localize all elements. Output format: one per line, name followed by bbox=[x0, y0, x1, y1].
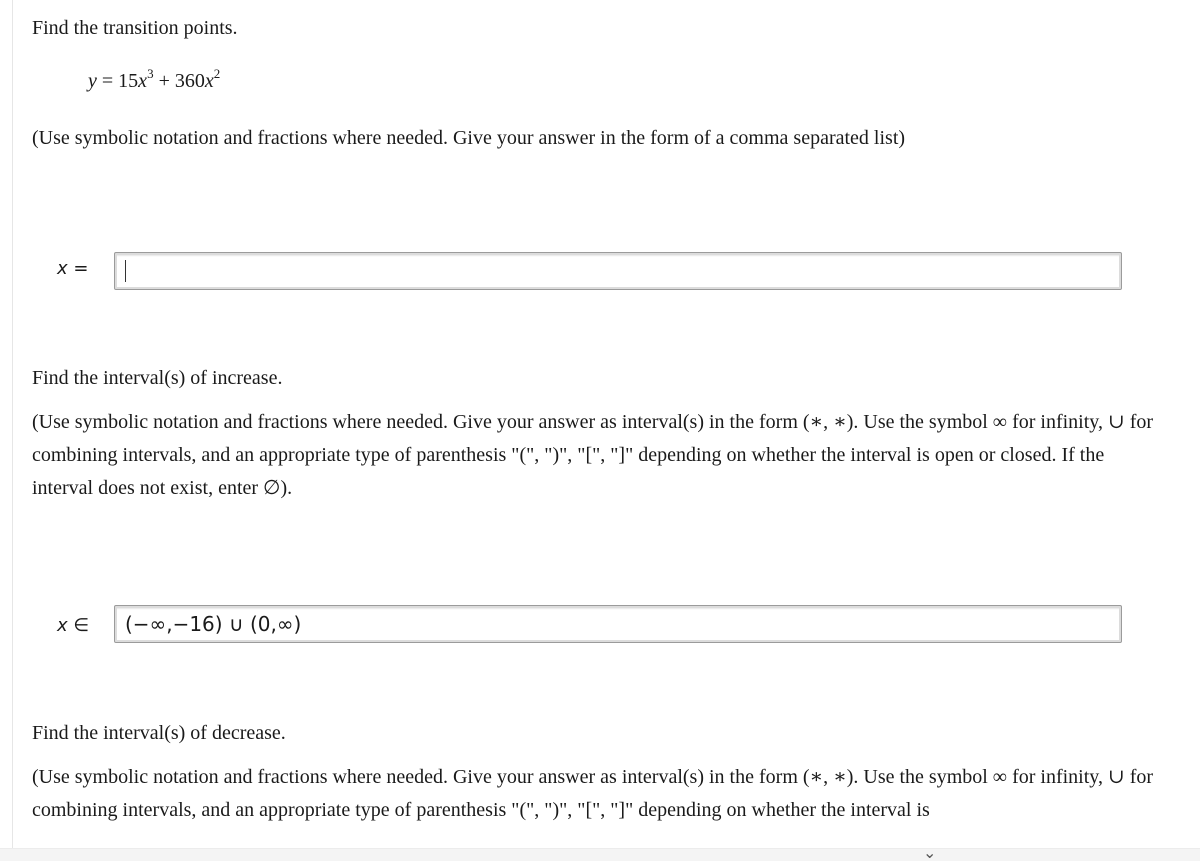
answer-label-x-equals: x = bbox=[57, 258, 89, 279]
eq-exp1: 3 bbox=[147, 66, 154, 81]
transition-points-instructions: (Use symbolic notation and fractions where needed. Give your answer in the form of a comma separated list) bbox=[32, 127, 906, 149]
eq-coef2: 360 bbox=[174, 70, 205, 92]
eq-var1: x bbox=[138, 70, 148, 92]
eq-plus: + bbox=[158, 70, 170, 92]
increase-interval-input[interactable] bbox=[114, 605, 1122, 643]
decrease-instructions: (Use symbolic notation and fractions where needed. Give your answer as interval(s) in the form (∗, ∗). Use the symbol ∞ for infinity, ∪ for combining intervals, and an appropriate type of parenthesis "(", ")", "[", "]" depending on whether the interval is bbox=[32, 766, 1154, 821]
transition-points-prompt: Find the transition points. bbox=[32, 17, 238, 39]
increase-instructions: (Use symbolic notation and fractions where needed. Give your answer as interval(s) in the form (∗, ∗). Use the symbol ∞ for infinity, ∪ for combining intervals, and an appropriate type of parenthesis "(", ")", "[", "]" depending on whether the interval is open or closed. If the interval does not exist, enter ∅). bbox=[32, 411, 1154, 499]
chevron-down-icon[interactable]: ⌄ bbox=[923, 843, 937, 862]
transition-points-input[interactable] bbox=[114, 252, 1122, 290]
eq-coef1: 15 bbox=[118, 70, 139, 92]
eq-lhs: y bbox=[88, 70, 97, 92]
left-border bbox=[12, 0, 13, 860]
decrease-prompt: Find the interval(s) of decrease. bbox=[32, 722, 286, 744]
eq-var2: x bbox=[204, 70, 214, 92]
eq-equals: = bbox=[101, 70, 114, 92]
answer-label-x-in: x ∈ bbox=[57, 615, 90, 636]
equation bbox=[88, 66, 221, 93]
increase-prompt: Find the interval(s) of increase. bbox=[32, 367, 283, 389]
eq-exp2: 2 bbox=[213, 66, 221, 81]
increase-interval-value: (−∞,−16) ∪ (0,∞) bbox=[125, 612, 302, 636]
next-field-edge bbox=[0, 848, 1200, 861]
text-caret bbox=[125, 260, 126, 282]
